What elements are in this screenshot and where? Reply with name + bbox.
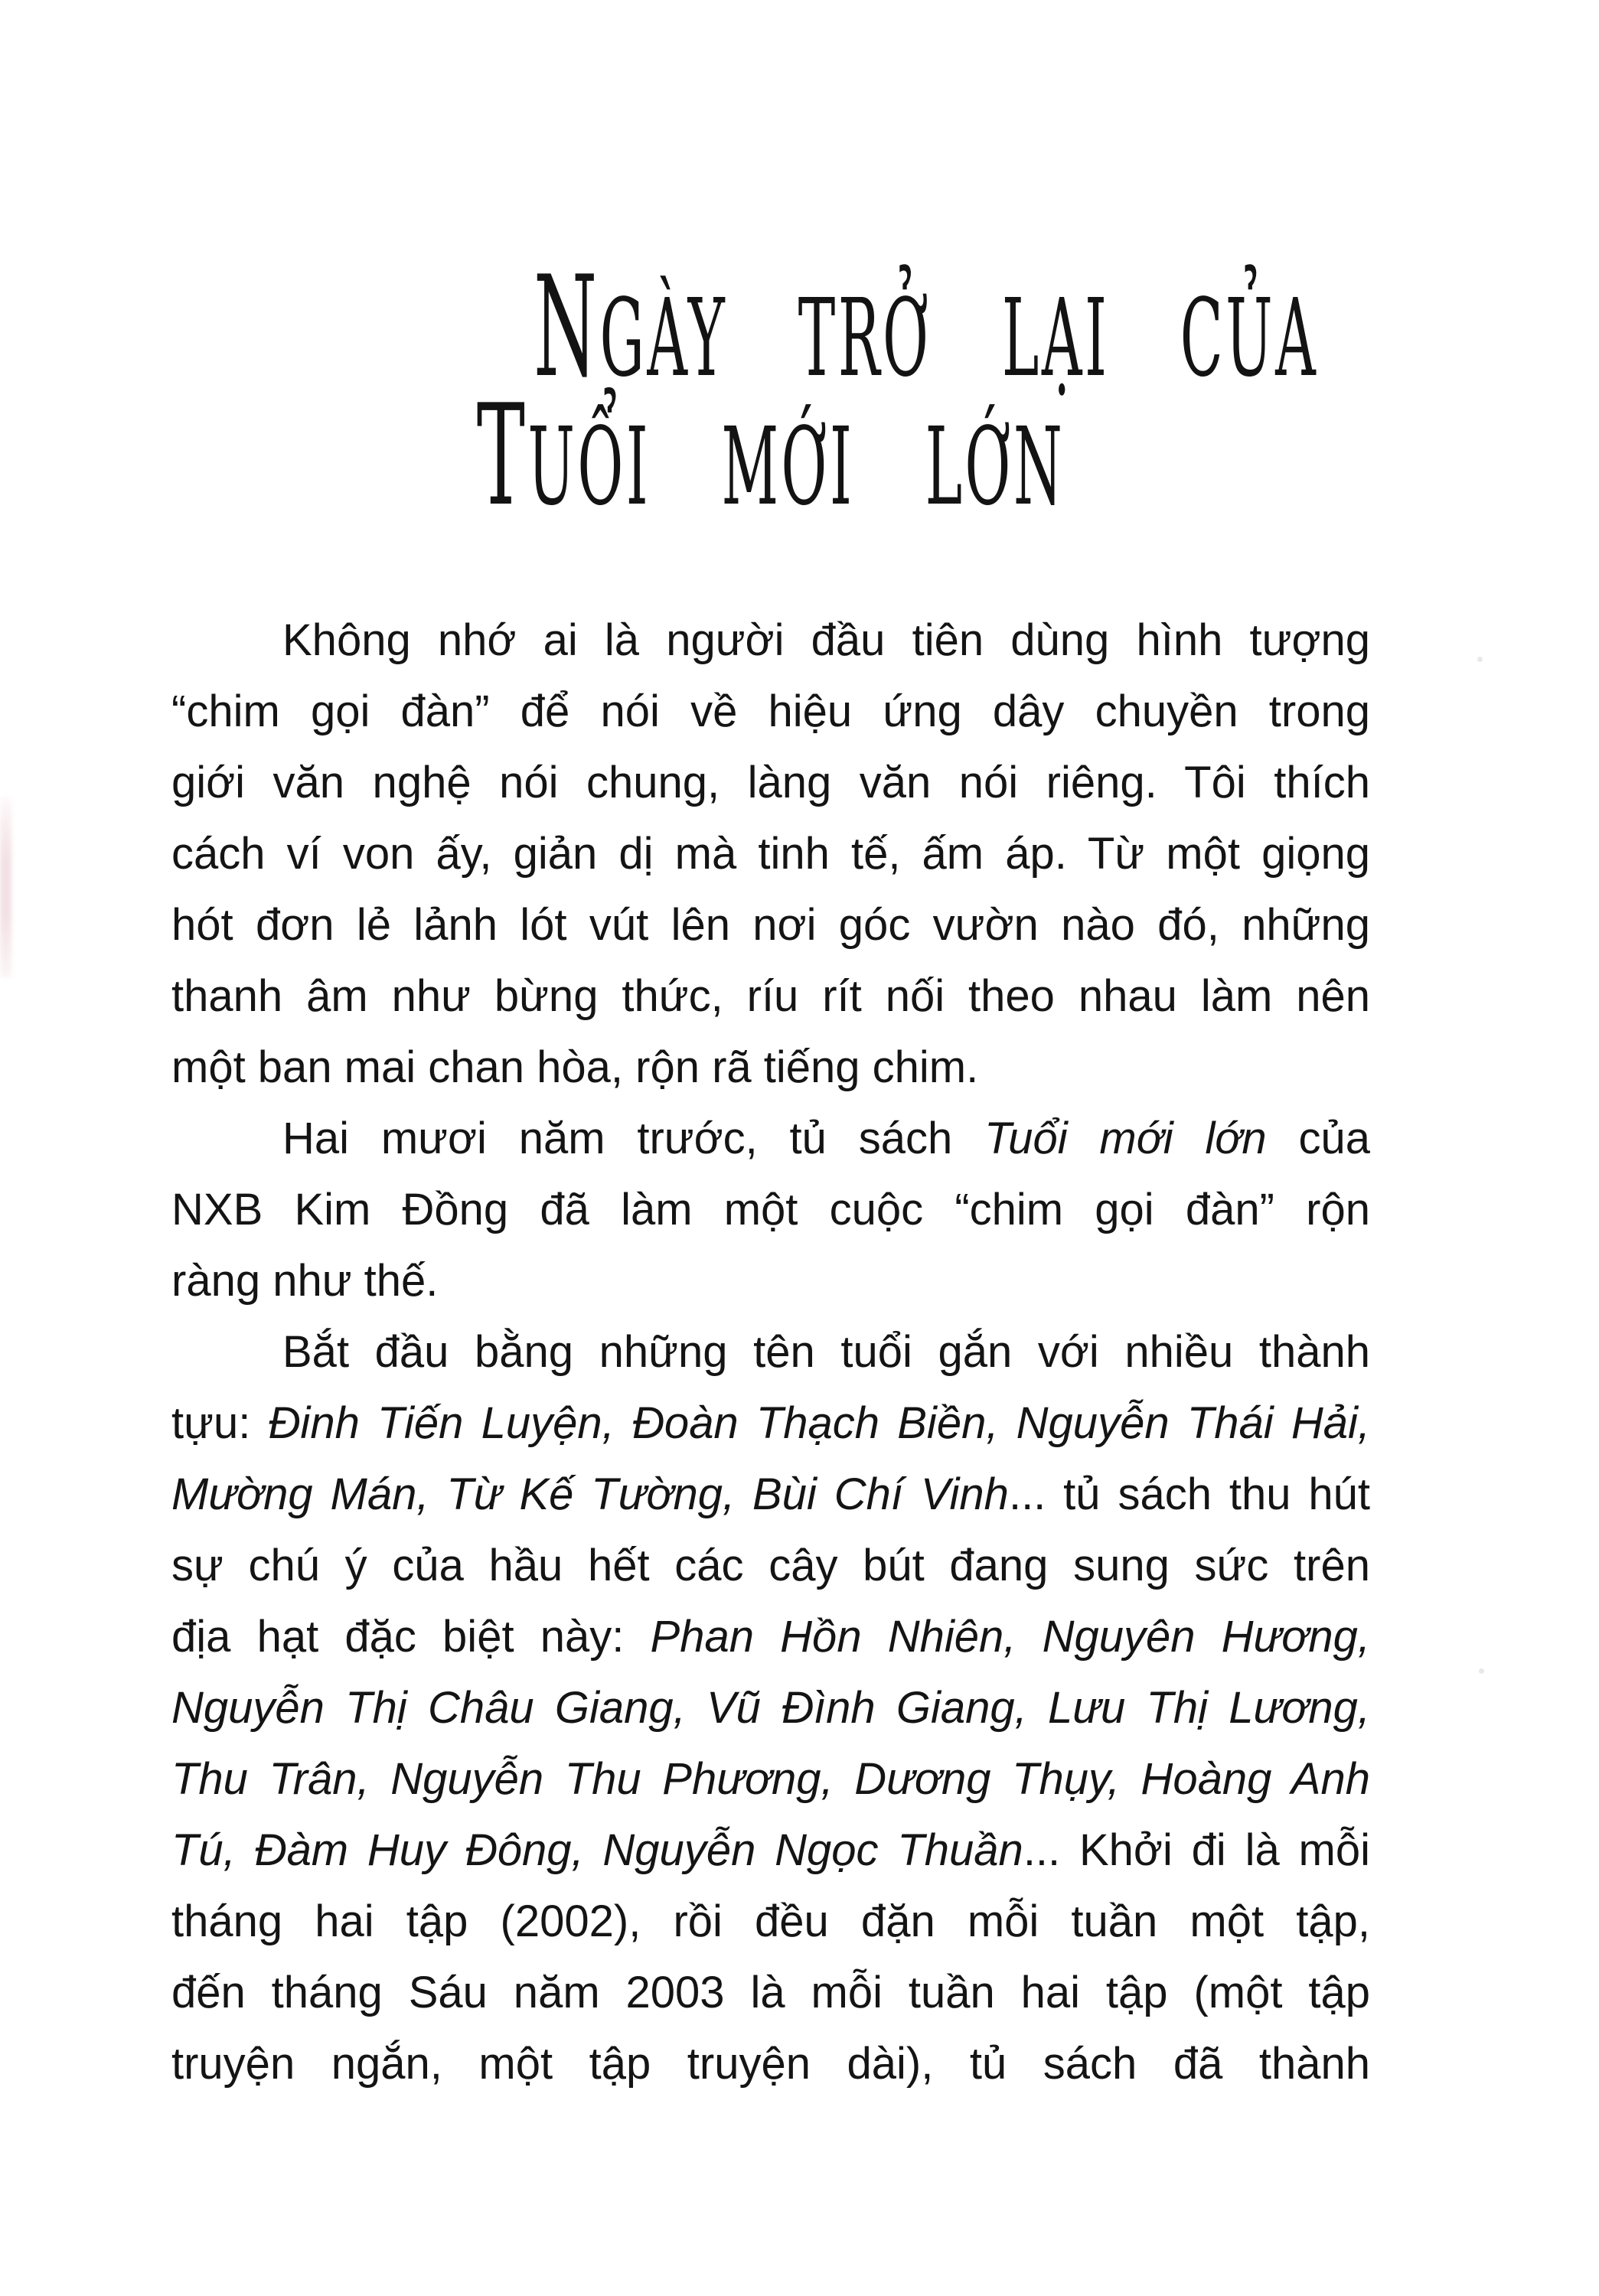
text-segment: tháng hai tập (2002), rồi đều đặn mỗi tuần một tập,: [171, 1896, 1370, 1946]
text-segment: địa hạt đặc biệt này:: [171, 1612, 651, 1662]
chapter-title-text: NGÀY TRỞ LẠI CỦA: [534, 246, 1319, 408]
text-segment: Bắt đầu bằng những tên tuổi gắn với nhiều thành: [282, 1327, 1370, 1377]
page-edge-scan-artifact: [0, 797, 11, 977]
text-line: [171, 1316, 1370, 1388]
text-line: [171, 1103, 1370, 1174]
text-line: [171, 1672, 1370, 1743]
text-segment: ràng như thế.: [171, 1256, 439, 1306]
text-segment: thanh âm như bừng thức, ríu rít nối theo nhau làm nên: [171, 971, 1370, 1021]
text-line: [171, 1815, 1370, 1886]
body-text: [171, 605, 1370, 2099]
text-segment: tựu:: [171, 1398, 269, 1448]
text-segment: hót đơn lẻ lảnh lót vút lên nơi góc vườn nào đó, những: [171, 900, 1370, 950]
text-line: [171, 1957, 1370, 2028]
text-segment: Hai mươi năm trước, tủ sách: [282, 1114, 985, 1163]
scan-speck: [1479, 1668, 1484, 1674]
text-line: [171, 1743, 1370, 1815]
text-line: [171, 1032, 1370, 1103]
chapter-title-line-1: [171, 246, 1370, 408]
text-segment: Tú, Đàm Huy Đông, Nguyễn Ngọc Thuần: [171, 1825, 1023, 1875]
text-line: [171, 1886, 1370, 1957]
text-segment: Phan Hồn Nhiên, Nguyên Hương,: [650, 1612, 1370, 1662]
chapter-title-line-2: [171, 374, 1370, 536]
text-segment: Đinh Tiến Luyện, Đoàn Thạch Biền, Nguyễn Thái Hải,: [268, 1398, 1370, 1448]
text-segment: giới văn nghệ nói chung, làng văn nói riêng. Tôi thích: [171, 758, 1370, 807]
text-segment: cách ví von ấy, giản dị mà tinh tế, ấm áp. Từ một giọng: [171, 829, 1370, 879]
text-line: [171, 2028, 1370, 2099]
text-segment: ... Khởi đi là mỗi: [1023, 1825, 1371, 1875]
text-segment: NXB Kim Đồng đã làm một cuộc “chim gọi đàn” rộn: [171, 1185, 1370, 1234]
text-segment: sự chú ý của hầu hết các cây bút đang sung sức trên: [171, 1541, 1370, 1590]
text-line: [171, 747, 1370, 818]
text-segment: “chim gọi đàn” để nói về hiệu ứng dây chuyền trong: [171, 687, 1370, 736]
text-segment: Không nhớ ai là người đầu tiên dùng hình tượng: [282, 615, 1370, 665]
text-line: [171, 889, 1370, 960]
text-line: [171, 1601, 1370, 1672]
text-line: [171, 1245, 1370, 1316]
text-segment: Nguyễn Thị Châu Giang, Vũ Đình Giang, Lưu Thị Lương,: [171, 1683, 1370, 1733]
text-line: [171, 960, 1370, 1032]
text-segment: Tuổi mới lớn: [984, 1114, 1267, 1163]
chapter-title-text: TUỔI MỚI LỚN: [476, 374, 1065, 536]
text-line: [171, 818, 1370, 889]
text-line: [171, 1530, 1370, 1601]
text-segment: Thu Trân, Nguyễn Thu Phương, Dương Thụy, Hoàng Anh: [171, 1754, 1370, 1804]
text-segment: một ban mai chan hòa, rộn rã tiếng chim.: [171, 1042, 979, 1092]
text-segment: Mường Mán, Từ Kế Tường, Bùi Chí Vinh: [171, 1469, 1009, 1519]
text-line: [171, 1459, 1370, 1530]
text-line: [171, 1388, 1370, 1459]
text-segment: của: [1266, 1114, 1370, 1163]
scan-speck: [1477, 657, 1483, 662]
text-line: [171, 676, 1370, 747]
chapter-title: [171, 246, 1370, 536]
text-segment: đến tháng Sáu năm 2003 là mỗi tuần hai tập (một tập: [171, 1968, 1370, 2017]
text-segment: truyện ngắn, một tập truyện dài), tủ sách đã thành: [171, 2039, 1370, 2089]
text-segment: ... tủ sách thu hút: [1008, 1469, 1370, 1519]
text-line: [171, 605, 1370, 676]
text-line: [171, 1174, 1370, 1245]
